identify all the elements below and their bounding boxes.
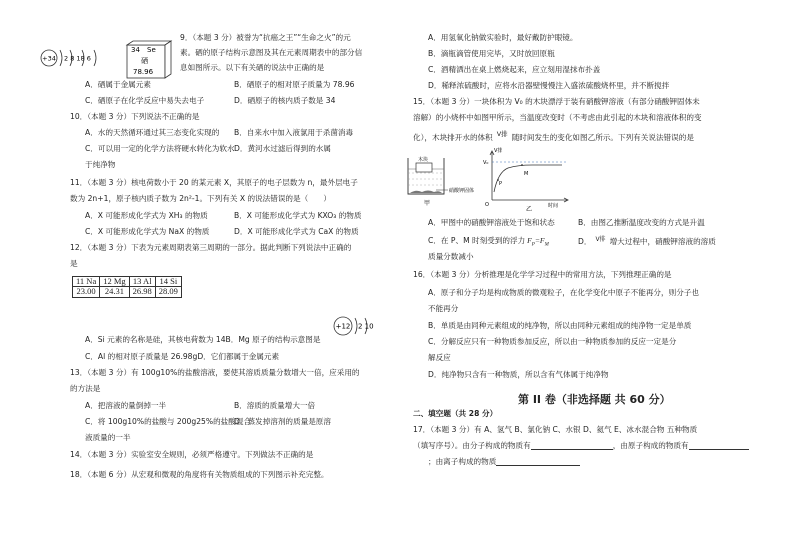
q15-option-c: C．在 P、M 时刻受到的浮力 $F_P=F_M$ <box>428 236 549 248</box>
q17-blank-1[interactable] <box>531 441 613 450</box>
q9-option-c: C．硒原子在化学反应中易失去电子 <box>85 96 205 105</box>
table-cell: 14 Si <box>155 277 181 287</box>
table-cell: 23.00 <box>73 287 100 297</box>
q17-blank-3[interactable] <box>496 457 580 466</box>
fig-jia-label: 甲 <box>424 200 431 207</box>
q15-stem-3b: 随时间发生的变化如图乙所示。下列有关说法错误的是 <box>511 133 694 142</box>
section-title: 第 II 卷（非选择题 共 60 分） <box>518 393 671 406</box>
q13-stem-2: 的方法是 <box>70 384 101 393</box>
q16-stem: 16．（本题 3 分）分析推理是化学学习过程中的常用方法，下列推理正确的是 <box>413 270 672 279</box>
cell-name: 硒 <box>141 57 148 65</box>
q15-stem-3a: 化），木块排开水的体积 <box>413 133 493 142</box>
q17-blank-2[interactable] <box>689 441 749 450</box>
q9-stem-3: 息如图所示。以下有关硒的说法中正确的是 <box>180 63 325 72</box>
q12-option-c-d: C．Al 的相对原子质量是 26.98gD．它们都属于金属元素 <box>85 352 280 361</box>
fig-v0-label: V₀ <box>483 160 489 166</box>
fig-p-label: P <box>499 181 503 187</box>
fig-v-label: V排 <box>494 148 503 154</box>
q15-option-d-label: D． <box>578 237 592 246</box>
q15-stem-3 <box>413 130 694 142</box>
q13-option-b: B．溶质的质量增大一倍 <box>234 401 316 410</box>
figure-jia-beaker <box>404 150 479 208</box>
selenium-periodic-cell <box>126 40 176 80</box>
atom-shells: 2 8 18 6 <box>64 54 91 63</box>
q9-option-b: B．硒原子的相对原子质量为 78.96 <box>234 80 355 89</box>
q15-v-pai: V排 <box>496 130 508 138</box>
q16-option-a-1: A．原子和分子均是构成物质的微观粒子，在化学变化中原子不能再分，则分子也 <box>428 288 699 297</box>
q17-line-3 <box>428 457 580 466</box>
table-cell: 12 Mg <box>100 277 129 287</box>
q16-option-a-2: 不能再分 <box>428 304 459 313</box>
fig-t-label: 时间 <box>548 203 559 209</box>
table-cell: 24.31 <box>100 287 129 297</box>
q17-line-2 <box>413 441 749 450</box>
q15-option-d-vpai: V排 <box>595 236 606 243</box>
q13-option-d: D．蒸发掉溶剂的质量是原溶 <box>234 417 331 426</box>
q14-option-a: A．用氢氧化钠做实验时，最好戴防护眼镜。 <box>428 33 578 42</box>
q11-stem-2: 数为 2n+1，原子核内质子数为 2n²-1。下列有关 X 的说法错误的是（ ） <box>70 194 331 203</box>
q14-stem: 14．（本题 3 分）实验室安全规则，必须严格遵守。下列做法不正确的是 <box>70 450 314 459</box>
q16-option-c-1: C．分解反应只有一种物质参加反应，所以由一种物质参加的反应一定是分 <box>428 337 677 346</box>
q10-option-a: A．水的天然循环通过其三态变化实现的 <box>85 128 220 137</box>
q17-line-1: 17．（本题 3 分）有 A、氢气 B、氯化钠 C、水银 D、氦气 E、冰水混合物 五种物质 <box>413 425 698 434</box>
q18-stem: 18．（本题 6 分）从宏观和微观的角度将有关物质组成的下列图示补充完整。 <box>70 470 329 479</box>
table-row <box>73 287 182 297</box>
table-row <box>73 277 182 287</box>
mg-nucleus: +12 <box>335 322 351 331</box>
q15-stem-2: 溶解）的小烧杯中如图甲所示，当温度改变时（不考虑由此引起的木块和溶液体积的变 <box>413 113 702 122</box>
magnesium-atom-diagram <box>333 315 381 337</box>
q12-stem-2: 是 <box>70 259 78 268</box>
table-cell: 13 Al <box>129 277 155 287</box>
fig-yi-label: 乙 <box>526 206 533 213</box>
fig-m-label: M <box>524 171 529 177</box>
q15-stem-1: 15．（本题 3 分）一块体积为 V₀ 的木块漂浮于装有硝酸钾溶液（有部分硝酸钾固体未 <box>413 97 700 106</box>
q9-stem-1: 9．（本题 3 分）被誉为“抗癌之王”“生命之火”的元 <box>180 33 351 42</box>
atom-nucleus: +34 <box>42 54 56 63</box>
q15-option-d <box>578 236 716 246</box>
q16-option-c-2: 解反应 <box>428 353 451 362</box>
fig-wood-label: 木块 <box>418 157 429 163</box>
q15-option-d-text: 增大过程中，硝酸钾溶液的溶质 <box>609 237 716 246</box>
q12-stem: 12．（本题 3 分）下表为元素周期表第三周期的一部分。据此判断下列说法中正确的 <box>70 243 352 252</box>
section-subtitle: 二、填空题（共 28 分） <box>413 409 498 418</box>
q10-option-c: C．可以用一定的化学方法将硬水转化为软水 <box>85 144 235 153</box>
q10-stem: 10．（本题 3 分）下列说法不正确的是 <box>70 112 200 121</box>
table-cell: 26.98 <box>129 287 155 297</box>
q13-option-a: A．把溶液的量倒掉一半 <box>85 401 167 410</box>
cell-number: 34 <box>131 46 140 54</box>
periodic-table-fragment <box>72 276 182 298</box>
q14-option-d: D．稀释浓硫酸时，应将水沿器壁慢慢注入盛浓硫酸烧杯里，并不断搅拌 <box>428 81 670 90</box>
cell-mass: 78.96 <box>133 68 154 76</box>
q14-option-c: C．酒精洒出在桌上燃烧起来，应立刻用湿抹布扑盖 <box>428 65 601 74</box>
figure-yi-graph <box>482 146 572 212</box>
q15-option-b: B．由图乙推断温度改变的方式是升温 <box>578 218 705 227</box>
cell-symbol: Se <box>147 46 156 54</box>
q11-stem-1: 11．（本题 3 分）核电荷数小于 20 的某元素 X，其原子的电子层数为 n，最外层电子 <box>70 178 358 187</box>
q11-option-d: D．X 可能形成化学式为 CaX 的物质 <box>234 227 359 236</box>
q15-option-c-text: C．在 P、M 时刻受到的浮力 <box>428 236 526 245</box>
q11-option-c: C．X 可能形成化学式为 NaX 的物质 <box>85 227 210 236</box>
selenium-atom-diagram <box>40 47 110 69</box>
q16-option-d: D．纯净物只含有一种物质，所以含有气体属于纯净物 <box>428 370 609 379</box>
q13-stem-1: 13．（本题 3 分）有 100g10%的盐酸溶液，要使其溶质质量分数增大一倍，应采用的 <box>70 368 360 377</box>
table-cell: 28.09 <box>155 287 181 297</box>
q17-line-2a: （填写序号）。由分子构成的物质有 <box>413 441 531 450</box>
q12-option-a-b: A．Si 元素的名称是硅，其核电荷数为 14B．Mg 原子的结构示意图是 <box>85 335 321 344</box>
q9-option-a: A．硒属于金属元素 <box>85 80 151 89</box>
q10-option-b: B．自来水中加入液氯用于杀菌消毒 <box>234 128 354 137</box>
q17-line-3a: ；由离子构成的物质 <box>428 457 497 466</box>
q17-line-2b: ，由原子构成的物质有 <box>612 441 689 450</box>
q15-option-a: A．甲图中的硝酸钾溶液处于饱和状态 <box>428 218 555 227</box>
q14-option-b: B．滴瓶滴管使用完毕，又时放回原瓶 <box>428 49 555 58</box>
q15-option-d-cont: 质量分数减小 <box>428 252 474 261</box>
fig-o-label: O <box>485 202 489 208</box>
q13-option-c: C．将 100g10%的盐酸与 200g25%的盐酸混合 <box>85 417 252 426</box>
table-cell: 11 Na <box>73 277 100 287</box>
q16-option-b: B．单质是由同种元素组成的纯净物，所以由同种元素组成的纯净物一定是单质 <box>428 321 692 330</box>
mg-shells: 2 10 <box>358 322 374 331</box>
q10-option-d: D．黄河水过滤后得到的水属 <box>234 144 331 153</box>
q9-option-d: D．硒原子的核内质子数是 34 <box>234 96 336 105</box>
q11-option-b: B．X 可能形成化学式为 KXO₃ 的物质 <box>234 211 362 220</box>
q10-option-d-cont: 于纯净物 <box>85 160 116 169</box>
q11-option-a: A．X 可能形成化学式为 XH₃ 的物质 <box>85 211 208 220</box>
fig-solid-label: 硝酸钾固体 <box>449 188 475 194</box>
q9-stem-2: 素。硒的原子结构示意图及其在元素周期表中的部分信 <box>180 48 363 57</box>
q13-option-d-cont: 液质量的一半 <box>85 433 131 442</box>
